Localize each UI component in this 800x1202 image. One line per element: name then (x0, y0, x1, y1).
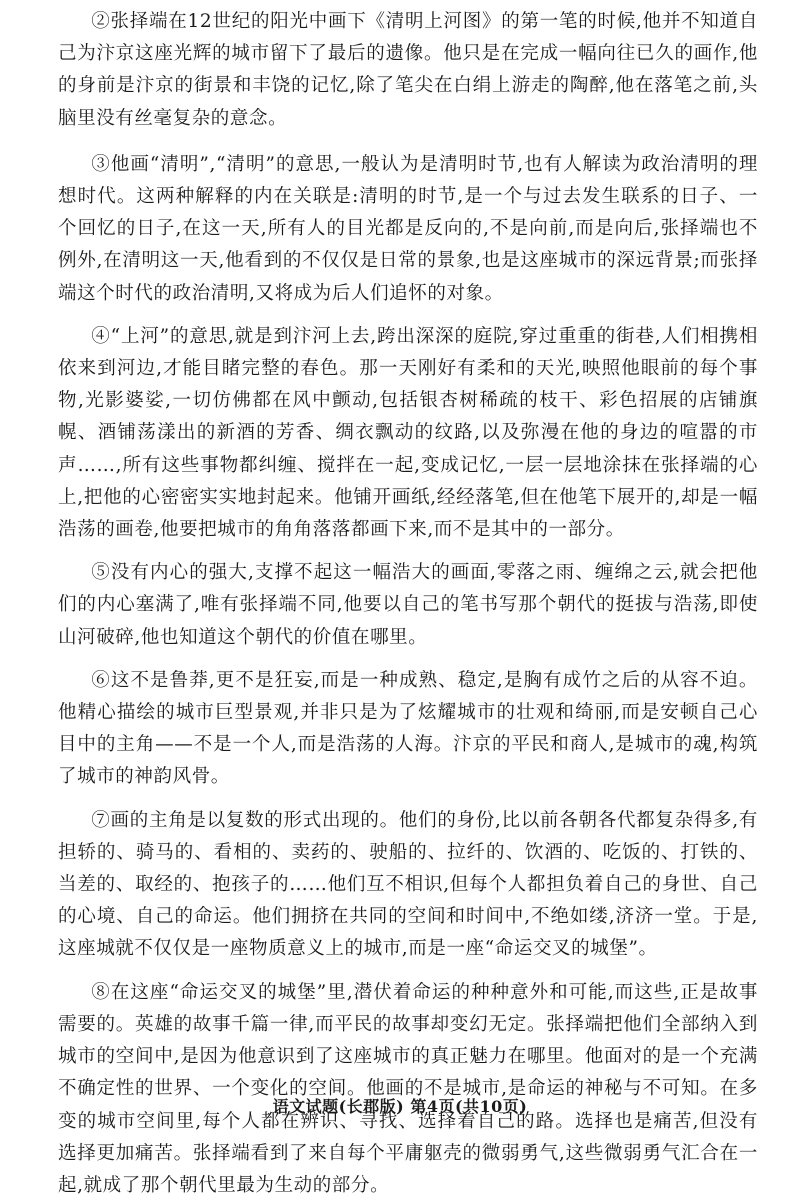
paragraph-3: ③他画“清明”,“清明”的意思,一般认为是清明时节,也有人解读为政治清明的理想时代。这两种解释的内在关联是:清明的时节,是一个与过去发生联系的日子、一个回忆的日子,在这一天,所有人的目光都是反向的,不是向前,而是向后,张择端也不例外,在清明这一天,他看到的不仅仅是日常的景象,也是这座城市的深远背景;而张择端这个时代的政治清明,又将成为后人们追怀的对象。 (58, 153, 758, 304)
document-body (58, 6, 758, 1202)
paragraph-7: ⑦画的主角是以复数的形式出现的。他们的身份,比以前各朝各代都复杂得多,有担轿的、骑马的、看相的、卖药的、驶船的、拉纤的、饮酒的、吃饭的、打铁的、当差的、取经的、抱孩子的……他们互不相识,但每个人都担负着自己的身世、自己的心境、自己的命运。他们拥挤在共同的空间和时间中,不绝如缕,济济一堂。于是,这座城就不仅仅是一座物质意义上的城市,而是一座“命运交叉的城堡”。 (58, 809, 758, 960)
paragraph-4: ④“上河”的意思,就是到汴河上去,跨出深深的庭院,穿过重重的街巷,人们相携相依来到河边,才能目睹完整的春色。那一天刚好有柔和的天光,映照他眼前的每个事物,光影婆娑,一切仿佛都在风中颤动,包括银杏树稀疏的枝干、彩色招展的店铺旗幌、酒铺荡漾出的新酒的芳香、绸衣飘动的纹路,以及弥漫在他的身边的喧嚣的市声……,所有这些事物都纠缠、搅拌在一起,变成记忆,一层一层地涂抹在张择端的心上,把他的心密密实实地封起来。他铺开画纸,经经落笔,但在他笔下展开的,却是一幅浩荡的画卷,他要把城市的角角落落都画下来,而不是其中的一部分。 (58, 325, 758, 541)
paragraph-8: ⑧在这座“命运交叉的城堡”里,潜伏着命运的种种意外和可能,而这些,正是故事需要的。英雄的故事千篇一律,而平民的故事却变幻无定。张择端把他们全部纳入到城市的空间中,是因为他意识到了这座城市的真正魅力在哪里。他面对的是一个充满不确定性的世界、一个变化的空间。他画的不是城市,是命运的神秘与不可知。在多变的城市空间里,每个人都在辨识、寻找、选择着自己的路。选择也是痛苦,但没有选择更加痛苦。张择端看到了来自每个平庸躯壳的微弱勇气,这些微弱勇气汇合在一起,就成了那个朝代里最为生动的部分。 (58, 981, 758, 1196)
page-footer: 语文试题(长郡版) 第4页(共10页) (272, 1097, 528, 1116)
paragraph-6: ⑥这不是鲁莽,更不是狂妄,而是一种成熟、稳定,是胸有成竹之后的从容不迫。他精心描绘的城市巨型景观,并非只是为了炫耀城市的壮观和绮丽,而是安顿自己心目中的主角——不是一个人,而是浩荡的人海。汴京的平民和商人,是城市的魂,构筑了城市的神韵风骨。 (58, 669, 758, 788)
paragraph-5: ⑤没有内心的强大,支撑不起这一幅浩大的画面,零落之雨、缠绵之云,就会把他们的内心塞满了,唯有张择端不同,他要以自己的笔书写那个朝代的挺拔与浩荡,即使山河破碎,他也知道这个朝代的价值在哪里。 (58, 562, 758, 648)
paragraph-2: ②张择端在12世纪的阳光中画下《清明上河图》的第一笔的时候,他并不知道自己为汴京这座光辉的城市留下了最后的遗像。他只是在完成一幅向往已久的画作,他的身前是汴京的街景和丰饶的记忆,除了笔尖在白绢上游走的陶醉,他在落笔之前,头脑里没有丝毫复杂的意念。 (58, 11, 758, 129)
